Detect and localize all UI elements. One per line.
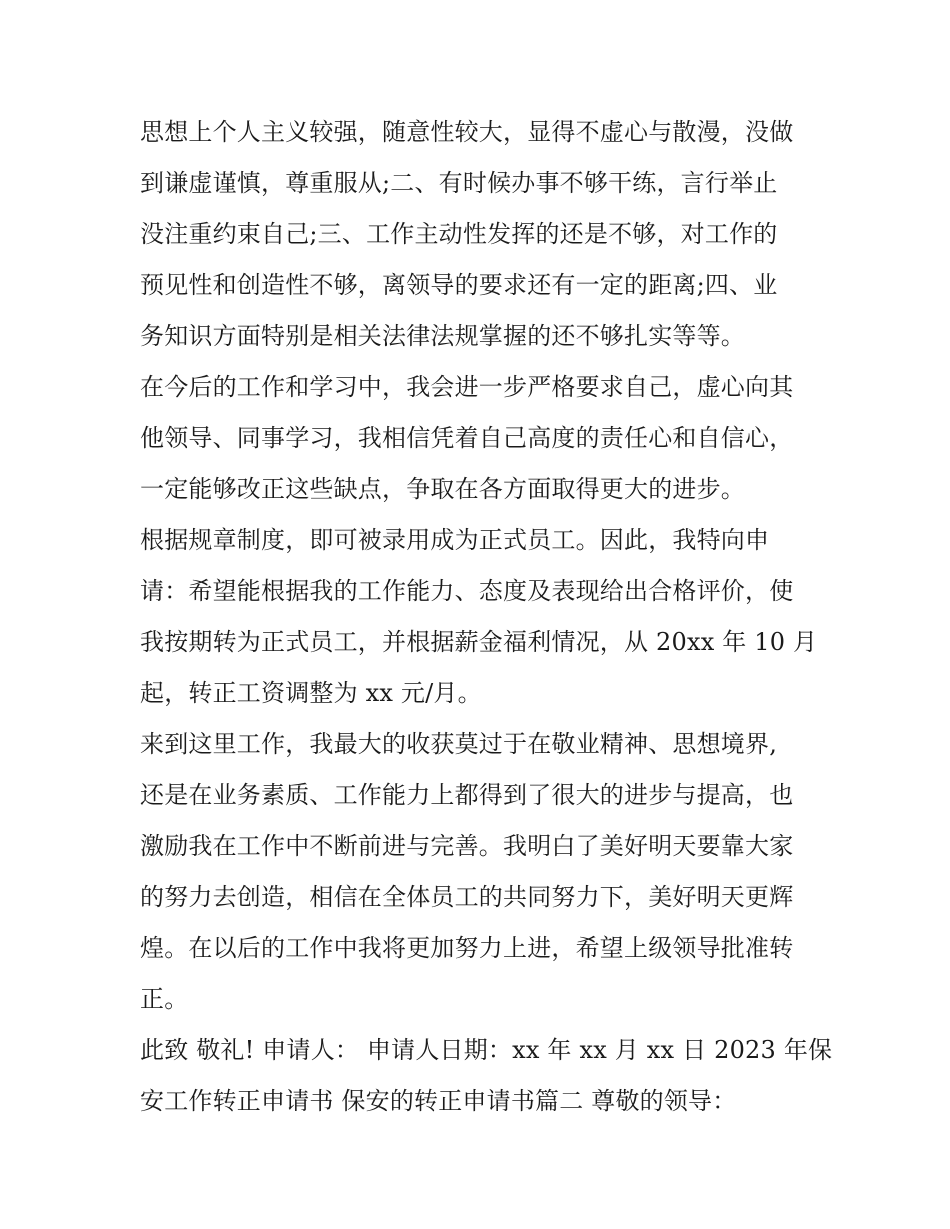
- text-line: 到谦虚谨慎，尊重服从;二、有时候办事不够干练，言行举止: [140, 169, 778, 197]
- text-line: 一定能够改正这些缺点，争取在各方面取得更大的进步。: [140, 475, 745, 503]
- text-line: 预见性和创造性不够，离领导的要求还有一定的距离;四、业: [140, 271, 778, 299]
- text-line: 煌。在以后的工作中我将更加努力上进，希望上级领导批准转: [140, 934, 794, 962]
- text-line: 起，转正工资调整为 xx 元/月。: [140, 679, 482, 707]
- document-body: [140, 107, 833, 1127]
- text-line: 务知识方面特别是相关法律法规掌握的还不够扎实等等。: [140, 322, 745, 350]
- text-line: 根据规章制度，即可被录用成为正式员工。因此，我特向申: [140, 526, 770, 554]
- text-line: 在今后的工作和学习中，我会进一步严格要求自己，虚心向其: [140, 373, 794, 401]
- text-line: 我按期转为正式员工，并根据薪金福利情况，从 20xx 年 10 月: [140, 628, 818, 656]
- text-line: 没注重约束自己;三、工作主动性发挥的还是不够，对工作的: [140, 220, 778, 248]
- text-line: 还是在业务素质、工作能力上都得到了很大的进步与提高，也: [140, 781, 794, 809]
- text-line: 来到这里工作，我最大的收获莫过于在敬业精神、思想境界,: [140, 730, 778, 758]
- text-line: 正。: [140, 985, 189, 1013]
- text-line: 他领导、同事学习，我相信凭着自己高度的责任心和自信心，: [140, 424, 794, 452]
- text-line: 激励我在工作中不断前进与完善。我明白了美好明天要靠大家: [140, 832, 794, 860]
- text-line: 思想上个人主义较强，随意性较大，显得不虚心与散漫，没做: [140, 118, 794, 146]
- text-line: 的努力去创造，相信在全体员工的共同努力下，美好明天更辉: [140, 883, 794, 911]
- text-line: 此致 敬礼! 申请人： 申请人日期：xx 年 xx 月 xx 日 2023 年保: [140, 1036, 833, 1064]
- text-line: 安工作转正申请书 保安的转正申请书篇二 尊敬的领导：: [140, 1087, 737, 1115]
- text-line: 请：希望能根据我的工作能力、态度及表现给出合格评价，使: [140, 577, 794, 605]
